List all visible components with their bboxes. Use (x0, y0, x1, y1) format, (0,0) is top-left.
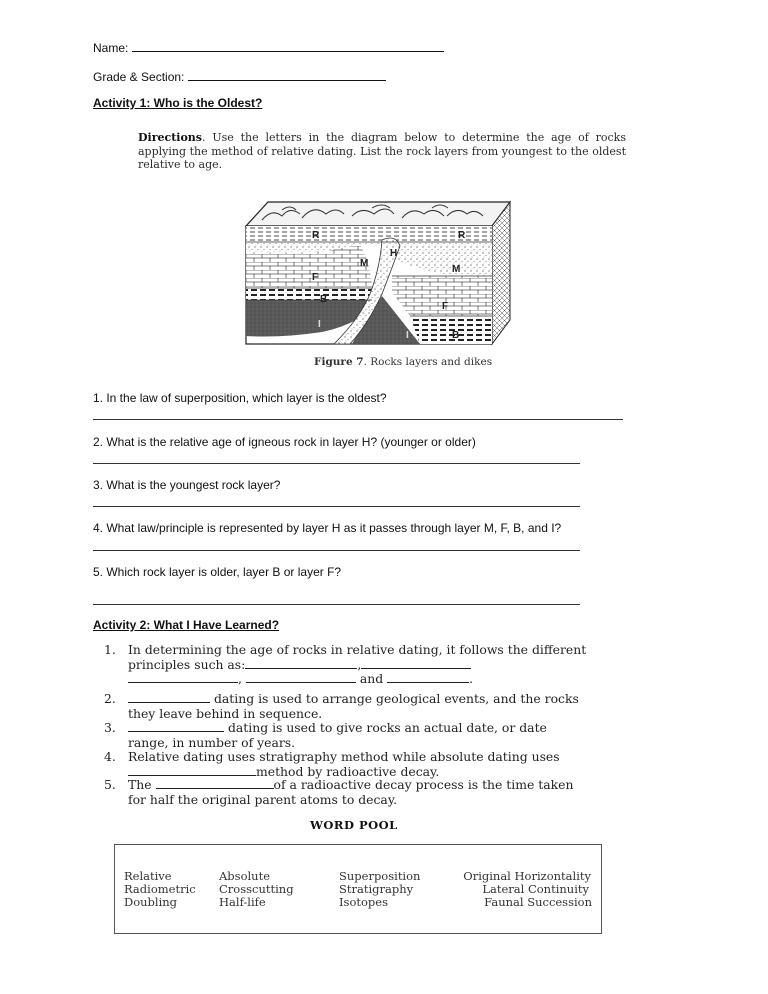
layer-label-h: H (390, 248, 398, 259)
comma: , (238, 671, 242, 686)
answer-line-1[interactable] (93, 419, 623, 420)
item-5-line1: of a radioactive decay process is the time taken (273, 777, 574, 792)
question-5: 5. Which rock layer is older, layer B or layer F? (93, 565, 342, 579)
item-2-line2: they leave behind in sequence. (128, 705, 323, 721)
layer-label-r-left: R (312, 230, 320, 241)
item-1-blank-a[interactable] (245, 658, 357, 669)
figure-caption-label: Figure 7 (314, 356, 364, 368)
comma: , (357, 656, 362, 672)
word-pool-word: Doubling (124, 895, 178, 909)
item-number: 2. (104, 691, 116, 706)
item-4-line1: Relative dating uses stratigraphy method while absolute dating uses (128, 749, 560, 764)
answer-line-3[interactable] (93, 506, 580, 507)
layer-label-i-right: I (406, 330, 409, 341)
figure-caption-text: . Rocks layers and dikes (363, 356, 493, 368)
layer-label-m-left: M (360, 258, 369, 269)
layer-label-b-left: B (320, 294, 328, 305)
grade-section-input-line[interactable] (188, 80, 386, 81)
period: . (469, 671, 474, 686)
item-number: 3. (104, 720, 116, 735)
layer-label-f-right: F (442, 301, 449, 312)
name-input-line[interactable] (132, 51, 444, 52)
layer-label-f-left: F (312, 272, 319, 283)
activity2-item-2 (104, 692, 579, 721)
word-pool-word: Superposition (339, 869, 421, 883)
answer-line-2[interactable] (93, 463, 580, 464)
activity1-directions (138, 131, 626, 172)
item-2-line1: dating is used to arrange geological events, and the rocks (213, 691, 579, 706)
activity1-title: Activity 1: Who is the Oldest? (93, 96, 263, 110)
word-pool-word: Faunal Succession (484, 895, 592, 909)
item-5-prefix: The (128, 777, 152, 792)
layer-label-i-left: I (318, 319, 321, 330)
name-label: Name: (93, 41, 129, 55)
word-pool-box (114, 844, 602, 934)
word-pool-word: Lateral Continuity (482, 882, 589, 896)
item-1-line2-prefix: principles such as: (128, 656, 246, 672)
layer-label-b-right: B (452, 330, 460, 341)
item-3-line2: range, in number of years. (128, 734, 296, 750)
word-pool-word: Isotopes (339, 895, 388, 909)
question-4: 4. What law/principle is represented by layer H as it passes through layer M, F, B, and I? (93, 521, 562, 535)
word-pool-word: Relative (124, 869, 172, 883)
directions-label: Directions (138, 131, 202, 144)
item-1-blank-c[interactable] (128, 672, 238, 683)
item-5-blank[interactable] (156, 778, 274, 789)
question-1: 1. In the law of superposition, which layer is the oldest? (93, 391, 387, 405)
question-3: 3. What is the youngest rock layer? (93, 478, 281, 492)
word-pool-word: Stratigraphy (339, 882, 414, 896)
item-3-blank[interactable] (128, 721, 224, 732)
directions-text: . Use the letters in the diagram below to determine the age of rocks applying the method of relative dating. List the rock layers from youngest to the oldest relative to age. (138, 131, 626, 171)
activity2-item-4 (104, 750, 560, 779)
grade-section-field-row (93, 70, 386, 84)
item-3-line1: dating is used to give rocks an actual date, or date (227, 720, 547, 735)
word-pool-word: Half-life (219, 895, 266, 909)
item-number: 4. (104, 749, 116, 764)
activity2-item-5 (104, 778, 573, 807)
item-1-blank-e[interactable] (387, 672, 469, 683)
item-number: 1. (104, 642, 116, 657)
item-2-blank[interactable] (128, 692, 210, 703)
item-4-blank[interactable] (128, 765, 256, 776)
item-number: 5. (104, 777, 116, 792)
word-pool-word: Radiometric (124, 882, 196, 896)
item-1-blank-b[interactable] (361, 658, 471, 669)
grade-section-label: Grade & Section: (93, 70, 185, 84)
activity2-title: Activity 2: What I Have Learned? (93, 618, 280, 632)
word-pool-word: Absolute (219, 869, 271, 883)
and-text: and (359, 671, 384, 686)
word-pool-word: Crosscutting (219, 882, 294, 896)
activity2-item-3 (104, 721, 547, 750)
figure-caption (314, 356, 492, 368)
name-field-row (93, 41, 444, 55)
answer-line-5[interactable] (93, 604, 580, 605)
item-1-blank-d[interactable] (246, 672, 356, 683)
item-1-line1: In determining the age of rocks in relative dating, it follows the different (128, 642, 587, 657)
word-pool-title: WORD POOL (310, 818, 398, 832)
activity2-item-1 (104, 643, 586, 687)
question-2: 2. What is the relative age of igneous rock in layer H? (younger or older) (93, 435, 476, 449)
layer-label-r-right: R (458, 230, 466, 241)
item-4-line2: method by radioactive decay. (256, 763, 440, 779)
rock-layers-diagram (242, 198, 518, 350)
answer-line-4[interactable] (93, 550, 580, 551)
word-pool-word: Original Horizontality (463, 869, 591, 883)
item-5-line2: for half the original parent atoms to decay. (128, 791, 398, 807)
layer-label-m-right: M (452, 264, 461, 275)
